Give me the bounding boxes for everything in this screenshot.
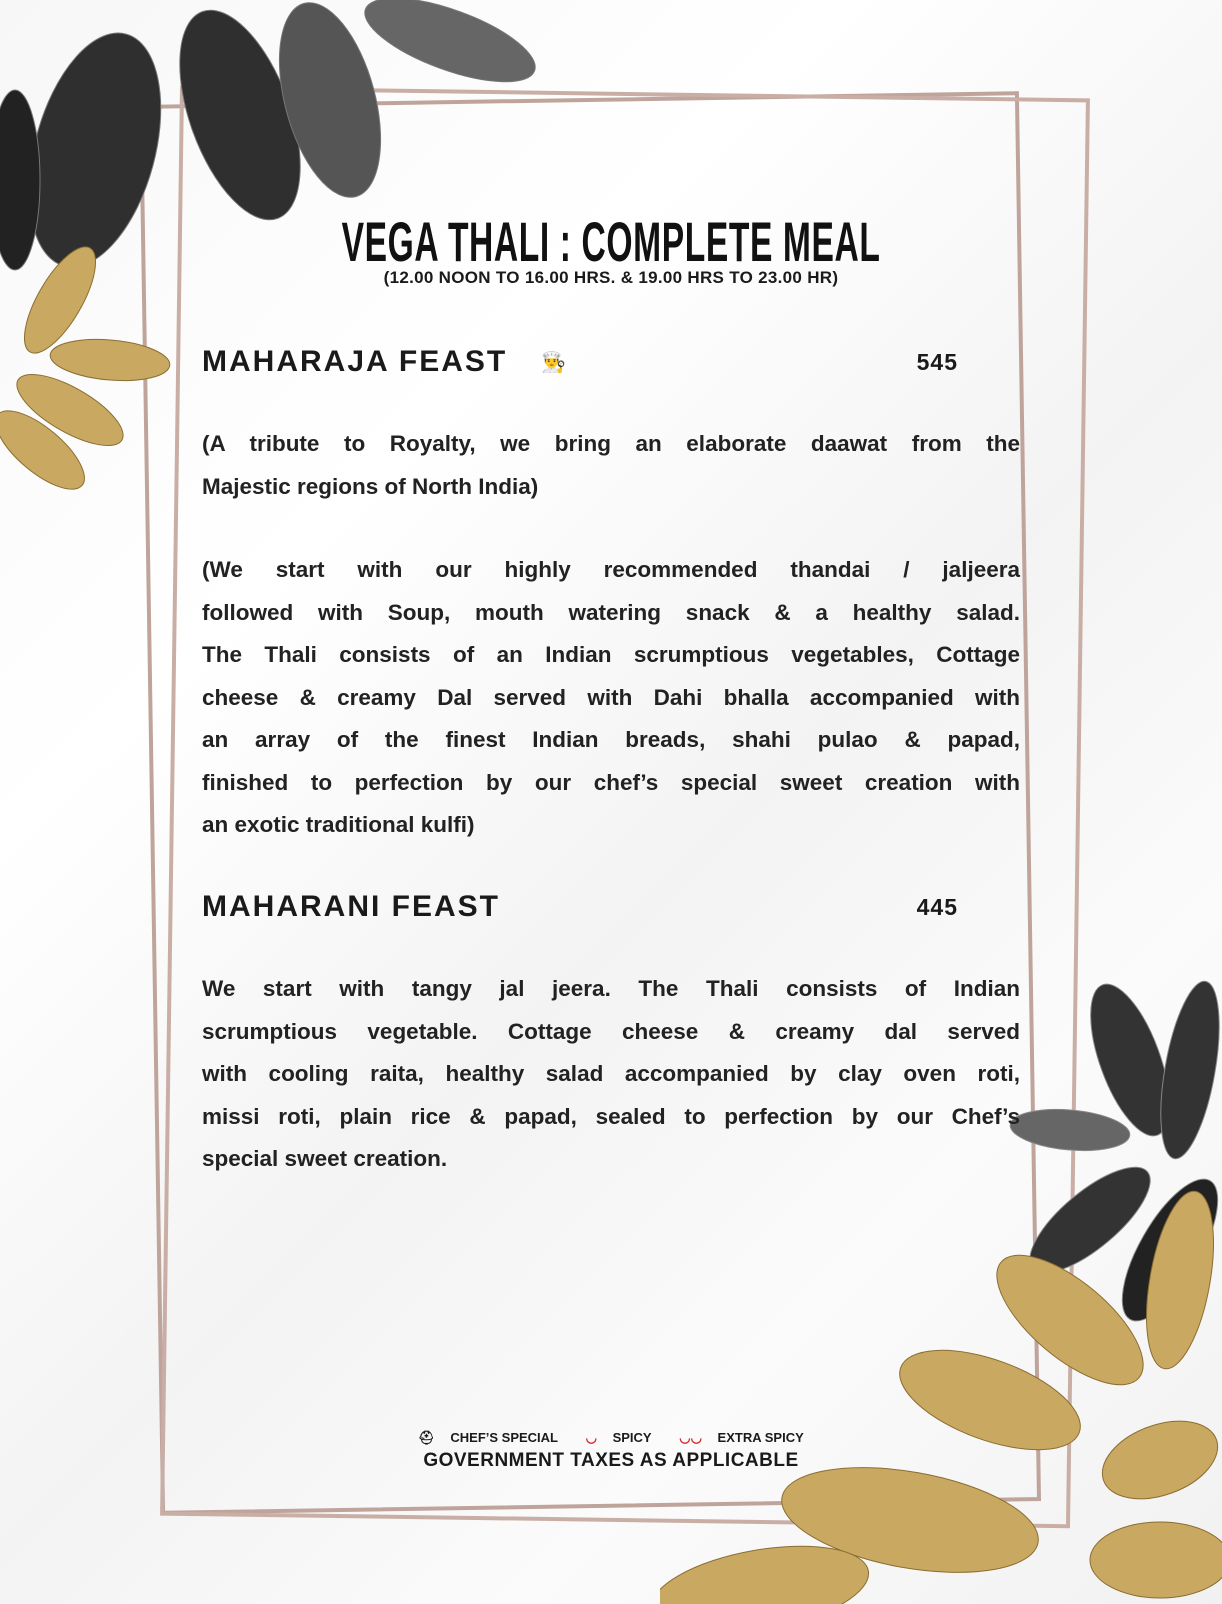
item-price: 445 — [916, 893, 958, 920]
description-line: missi roti, plain rice & papad, sealed to perfection by our Chef’s — [202, 1103, 1020, 1129]
legend — [0, 1430, 1222, 1446]
description-line: an array of the finest Indian breads, shahi pulao & papad, — [202, 727, 1020, 752]
description-line: The Thali consists of an Indian scrumptious vegetables, Cottage — [202, 642, 1020, 667]
description-line: We start with tangy jal jeera. The Thali consists of Indian — [202, 976, 1020, 1001]
legend-label: CHEF’S SPECIAL — [450, 1430, 558, 1445]
item-description — [202, 549, 1020, 847]
double-chili-icon: ◡◡ — [679, 1430, 702, 1445]
legend-spicy — [580, 1430, 658, 1445]
chili-icon: ◡ — [585, 1430, 597, 1445]
legend-label: EXTRA SPICY — [717, 1430, 804, 1445]
description-line: special sweet creation. — [202, 1146, 448, 1171]
description-line: finished to perfection by our chef’s special sweet creation with — [202, 769, 1020, 795]
description-line: Majestic regions of North India) — [202, 473, 539, 499]
description-line: (We start with our highly recommended thandai / jaljeera — [202, 557, 1020, 582]
menu-title: VEGA THALI : COMPLETE MEAL — [341, 210, 881, 273]
chef-hat-icon: ⛑ — [418, 1430, 435, 1445]
legend-label: SPICY — [612, 1430, 652, 1445]
legend-chefs-special — [412, 1430, 564, 1445]
item-description — [202, 968, 1020, 1181]
description-line: with cooling raita, healthy salad accompanied by clay oven roti, — [202, 1061, 1020, 1086]
item-price: 545 — [916, 348, 958, 375]
legend-extra-spicy — [673, 1430, 810, 1445]
description-line: scrumptious vegetable. Cottage cheese & creamy dal served — [202, 1018, 1020, 1044]
item-name: MAHARAJA FEAST — [202, 345, 508, 378]
description-line: followed with Soup, mouth watering snack & a healthy salad. — [202, 599, 1020, 625]
chef-hat-icon: 👨‍🍳 — [541, 351, 569, 374]
taxes-note: GOVERNMENT TAXES AS APPLICABLE — [423, 1450, 799, 1471]
description-line: cheese & creamy Dal served with Dahi bhalla accompanied with — [202, 684, 1020, 710]
description-line: an exotic traditional kulfi) — [202, 812, 475, 837]
item-name: MAHARANI FEAST — [202, 890, 500, 923]
menu-item-maharaja-feast — [202, 345, 958, 379]
serving-hours: (12.00 NOON TO 16.00 HRS. & 19.00 HRS TO 23.00 HR) — [383, 268, 839, 287]
menu-item-maharani-feast — [202, 890, 958, 924]
item-description — [202, 423, 1020, 508]
description-line: (A tribute to Royalty, we bring an elaborate daawat from the — [202, 431, 1020, 456]
menu-title-container — [0, 210, 1222, 273]
